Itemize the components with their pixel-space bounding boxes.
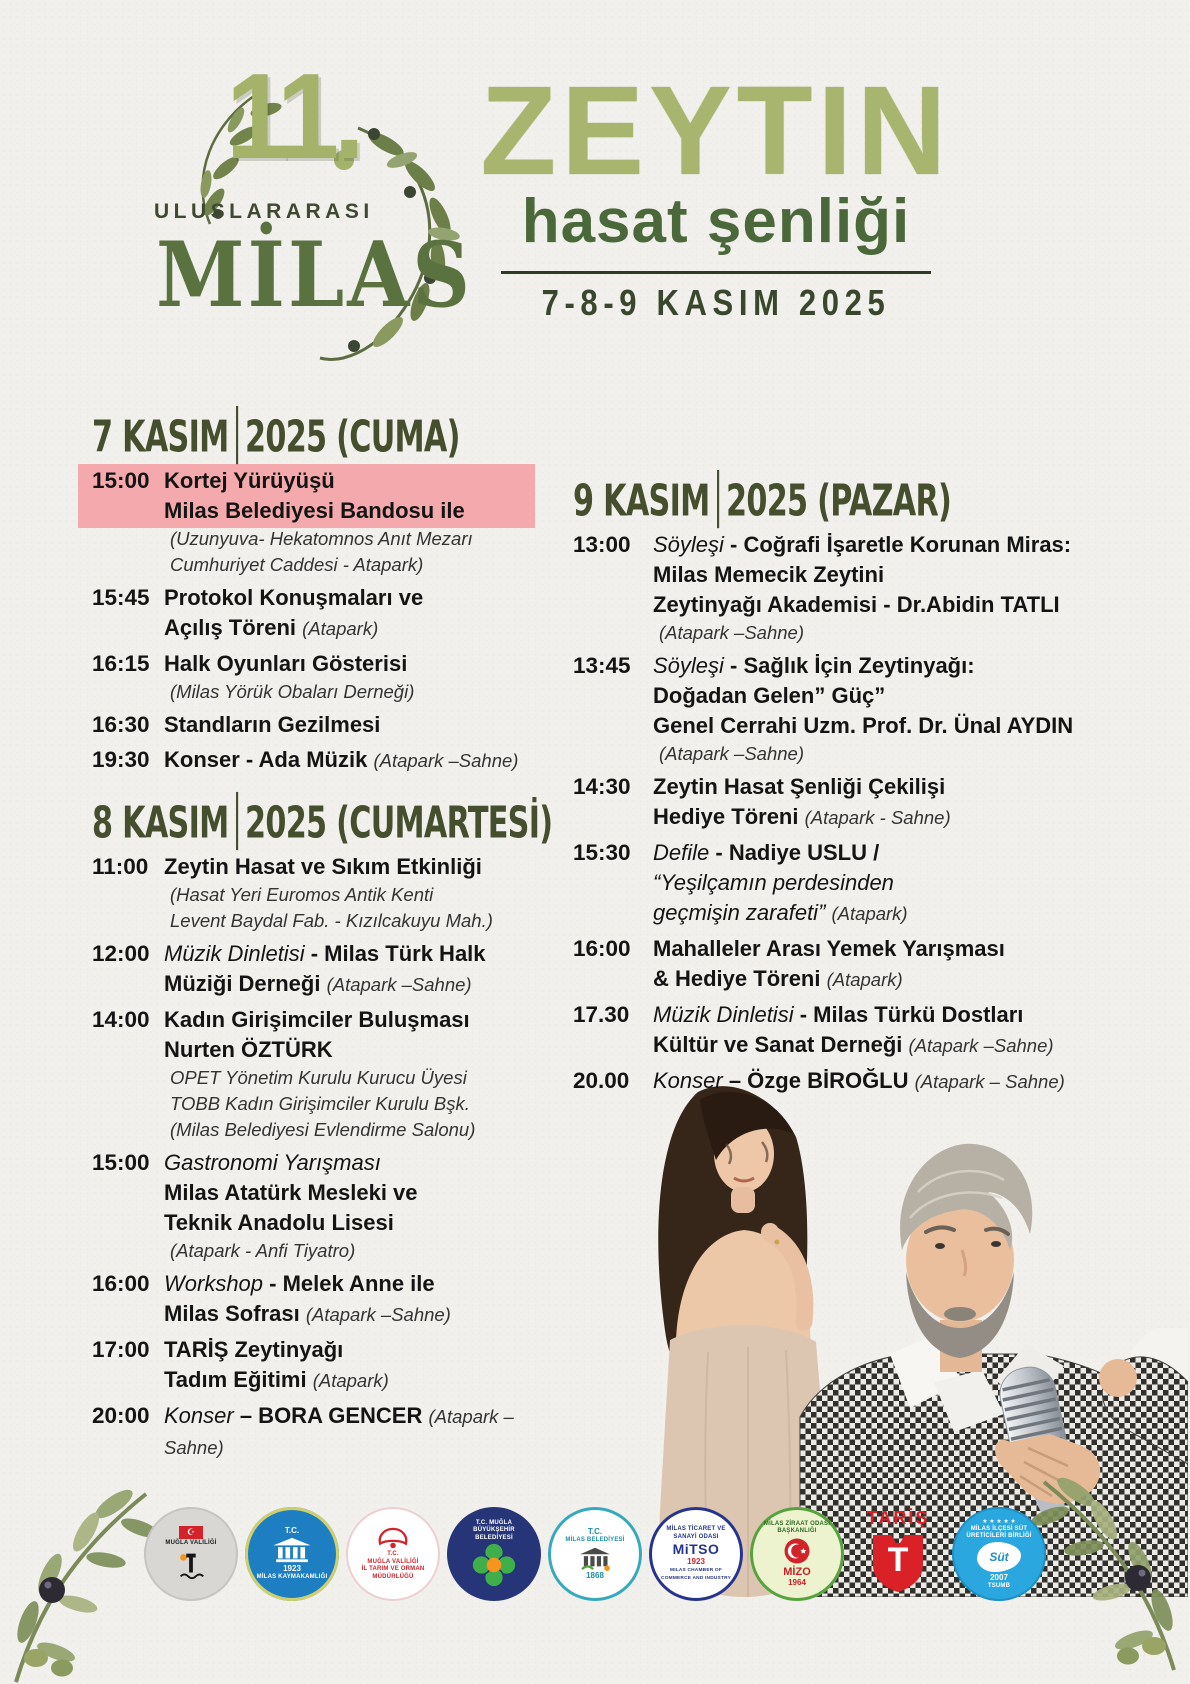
day-header-divider [236,406,238,464]
event-line: Gastronomi Yarışması [164,1150,381,1175]
event-line: Kortej Yürüyüşü [164,468,335,493]
event-line: Müziği Derneği (Atapark –Sahne) [164,971,472,996]
event-time: 13:45 [573,653,631,678]
temple-icon [271,1536,313,1564]
event-content [653,651,1173,767]
sponsor-label: MİLAS İLÇESİ SÜT ÜRETİCİLERİ BİRLİĞİ [966,1525,1032,1540]
sponsor-logo-sut-birligi [952,1507,1046,1601]
event-time: 16:15 [92,651,150,676]
event-line: (Atapark –Sahne) [659,622,805,643]
event-line: Workshop - Melek Anne ile [164,1271,435,1296]
event-line: Cumhuriyet Caddesi - Atapark) [170,554,424,575]
day-header: 7 KASIM 2025 (CUMA) [92,406,417,460]
event-row [92,1148,544,1264]
event-line: TARİŞ Zeytinyağı [164,1337,344,1362]
event-row [573,838,1173,929]
event-row [92,939,544,1000]
event-row [573,934,1173,995]
event-line: Söyleşi - Coğrafi İşaretle Korunan Miras: [653,532,1072,557]
event-line: Müzik Dinletisi - Milas Türkü Dostları [653,1002,1024,1027]
logo-number: 11. [226,48,360,184]
schedule-column-left [92,408,553,1468]
logo-supertitle: ULUSLARARASI [154,200,374,223]
event-line: Zeytinyağı Akademisi - Dr.Abidin TATLI [653,592,1060,617]
sponsor-logo-tarim-orman [346,1507,440,1601]
event-line: Söyleşi - Sağlık İçin Zeytinyağı: [653,653,975,678]
event-line: Müzik Dinletisi - Milas Türk Halk [164,941,486,966]
sponsor-subtitle: MILAS CHAMBER OF COMMERCE AND INDUSTRY [661,1568,731,1581]
sponsor-logo-taris [851,1502,945,1606]
sponsor-abbr: MiTSO [672,1541,720,1557]
event-line: (Atapark - Anfi Tiyatro) [170,1240,356,1261]
event-content [653,934,1173,995]
event-row [92,466,544,578]
event-line: TOBB Kadın Girişimciler Kurulu Bşk. [170,1093,470,1114]
clover-icon [471,1542,517,1588]
event-line: & Hediye Töreni (Atapark) [653,966,903,991]
event-content [164,466,544,578]
event-line: geçmişin zarafeti” (Atapark) [653,900,908,925]
event-time: 17:00 [92,1337,150,1362]
event-content [164,1005,544,1143]
event-line: Konser - Ada Müzik (Atapark –Sahne) [164,747,519,772]
stars-icon: ★ ★ ★ ★ ★ [982,1518,1016,1525]
event-line: Mahalleler Arası Yemek Yarışması [653,936,1005,961]
sponsor-logo-milas-belediyesi [548,1507,642,1601]
event-line: Konser – Özge BİROĞLU (Atapark – Sahne) [653,1068,1065,1093]
day-header: 8 KASIM 2025 (CUMARTESİ) [92,792,417,846]
event-row [92,1401,544,1463]
sponsor-label: MİLAS KAYMAKAMLIĞI [256,1574,328,1581]
event-row [92,649,544,705]
event-content [164,1335,544,1396]
sponsor-label: MİLAS TİCARET VE SANAYİ ODASI [666,1526,726,1540]
sponsor-logo-mugla-valiligi [144,1507,238,1601]
event-row [573,1066,1173,1097]
sponsor-logo-mitso [649,1507,743,1601]
event-line: (Milas Belediyesi Evlendirme Salonu) [170,1119,476,1140]
sponsor-year: 1923 [687,1557,705,1566]
event-line: Milas Memecik Zeytini [653,562,885,587]
event-time: 15:00 [92,1150,150,1175]
event-content [653,1066,1173,1097]
event-time: 14:30 [573,774,631,799]
event-row [573,1000,1173,1061]
event-line: Standların Gezilmesi [164,712,381,737]
event-time: 16:30 [92,712,150,737]
event-line: Kültür ve Sanat Derneği (Atapark –Sahne) [653,1032,1054,1057]
sponsor-logo-milas-kaymakamligi [245,1507,339,1601]
event-line: (Hasat Yeri Euromos Antik Kenti [170,884,434,905]
sponsor-label: MİLAS BELEDİYESİ [565,1537,625,1544]
sponsor-line3: MÜDÜRLÜĞÜ [372,1573,414,1580]
event-time: 20:00 [92,1403,150,1428]
event-time: 17.30 [573,1002,630,1027]
event-line: (Uzunyuva- Hekatomnos Anıt Mezarı [170,528,473,549]
turkish-flag-icon: ☪ [179,1526,203,1539]
event-content [164,1269,544,1330]
day-section [92,408,544,776]
event-content [164,1401,544,1463]
event-line: Doğadan Gelen” Güç” [653,683,886,708]
schedule-column-right [573,472,1173,1102]
event-time: 12:00 [92,941,150,966]
crescent-star-icon [782,1536,812,1566]
event-row [92,583,544,644]
event-line: Zeytin Hasat Şenliği Çekilişi [653,774,946,799]
sponsor-tc: T.C. [587,1527,603,1537]
event-line: Levent Baydal Fab. - Kızılcakuyu Mah.) [170,910,493,931]
event-time: 11:00 [92,854,149,879]
event-line: Zeytin Hasat ve Sıkım Etkinliği [164,854,482,879]
day-header-divider [236,792,238,850]
sponsor-tc: T.C. [387,1551,399,1557]
event-line: Hediye Töreni (Atapark - Sahne) [653,804,951,829]
sponsor-letter: T [887,1541,909,1579]
event-line: Genel Cerrahi Uzm. Prof. Dr. Ünal AYDIN [653,713,1074,738]
event-line: Nurten ÖZTÜRK [164,1037,333,1062]
event-row [92,1269,544,1330]
sponsor-abbr: Süt [989,1549,1009,1564]
sponsor-year: 1868 [586,1570,604,1580]
event-line: Defile - Nadiye USLU / [653,840,880,865]
day-section [573,472,1173,1097]
event-row [92,1335,544,1396]
sponsor-year: 1923 [283,1564,301,1574]
event-line: (Milas Yörük Obaları Derneği) [170,681,415,702]
event-row [573,530,1173,646]
event-content [653,772,1173,833]
event-time: 16:00 [92,1271,150,1296]
event-line: OPET Yönetim Kurulu Kurucu Üyesi [170,1067,467,1088]
event-time: 15:00 [92,468,150,493]
sponsor-logo-mizo [750,1507,844,1601]
sponsor-logos-row [0,1502,1190,1606]
day-header: 9 KASIM 2025 (PAZAR) [573,470,1005,524]
event-row [573,651,1173,767]
event-line: “Yeşilçamın perdesinden [653,870,894,895]
event-time: 15:45 [92,585,150,610]
title-dates: 7-8-9 KASIM 2025 [541,281,891,323]
event-content [164,583,544,644]
sponsor-label: T.C. MUĞLA BÜYÜKŞEHİR BELEDİYESİ [473,1519,515,1541]
event-line: Açılış Töreni (Atapark) [164,615,379,640]
event-content [653,1000,1173,1061]
event-time: 20.00 [573,1068,630,1093]
temple-icon [576,1545,614,1571]
sponsor-line1: MUĞLA VALİLİĞİ [367,1558,419,1565]
monument-icon [174,1548,208,1582]
sponsor-year: 2007 [990,1572,1008,1582]
event-line: Protokol Konuşmaları ve [164,585,424,610]
event-content [164,710,544,740]
sponsor-logo-mugla-buyuksehir [447,1507,541,1601]
event-line: Konser – BORA GENCER (Atapark – Sahne) [164,1403,514,1458]
sponsor-word: TARİŞ [866,1508,930,1528]
event-line: (Atapark –Sahne) [659,743,805,764]
event-content [164,1148,544,1264]
event-time: 19:30 [92,747,150,772]
sponsor-abbr: MİZO [783,1565,811,1578]
day-section [92,794,553,1463]
title-divider [501,271,931,274]
event-content [164,939,544,1000]
title-main: ZEYTIN [480,60,952,202]
sponsor-label: MUĞLA VALİLİĞİ [165,1540,217,1547]
sponsor-line2: İL TARIM VE ORMAN [361,1566,425,1572]
event-content [164,649,544,705]
event-line: Kadın Girişimciler Buluşması [164,1007,470,1032]
title-sub: hasat şenliği [521,187,911,257]
event-line: Milas Sofrası (Atapark –Sahne) [164,1301,451,1326]
sponsor-label: MİLAS ZİRAAT ODASI BAŞKANLIĞI [763,1520,831,1534]
event-time: 16:00 [573,936,631,961]
sponsor-subtitle: TSUMB [987,1582,1011,1589]
event-time: 15:30 [573,840,631,865]
event-line: Milas Belediyesi Bandosu ile [164,498,465,523]
logo-city: MİLAS [156,222,474,328]
sponsor-tc: T.C. [284,1526,300,1536]
event-time: 13:00 [573,532,631,557]
milk-splash-icon [977,1542,1021,1572]
event-time: 14:00 [92,1007,150,1032]
event-content [164,852,544,934]
event-content [653,838,1173,929]
event-row [92,745,544,776]
event-line: Tadım Eğitimi (Atapark) [164,1367,389,1392]
day-header-divider [717,470,719,528]
crescent-icon [374,1527,412,1551]
event-line: Teknik Anadolu Lisesi [164,1210,394,1235]
event-line: Halk Oyunları Gösterisi [164,651,408,676]
event-row [573,772,1173,833]
event-row [92,710,544,740]
event-content [653,530,1173,646]
event-title-block [418,60,1014,323]
event-content [164,745,544,776]
event-row [92,1005,544,1143]
shield-icon [869,1531,927,1600]
event-row [92,852,544,934]
sponsor-year: 1964 [788,1577,806,1587]
event-line: Milas Atatürk Mesleki ve [164,1180,418,1205]
